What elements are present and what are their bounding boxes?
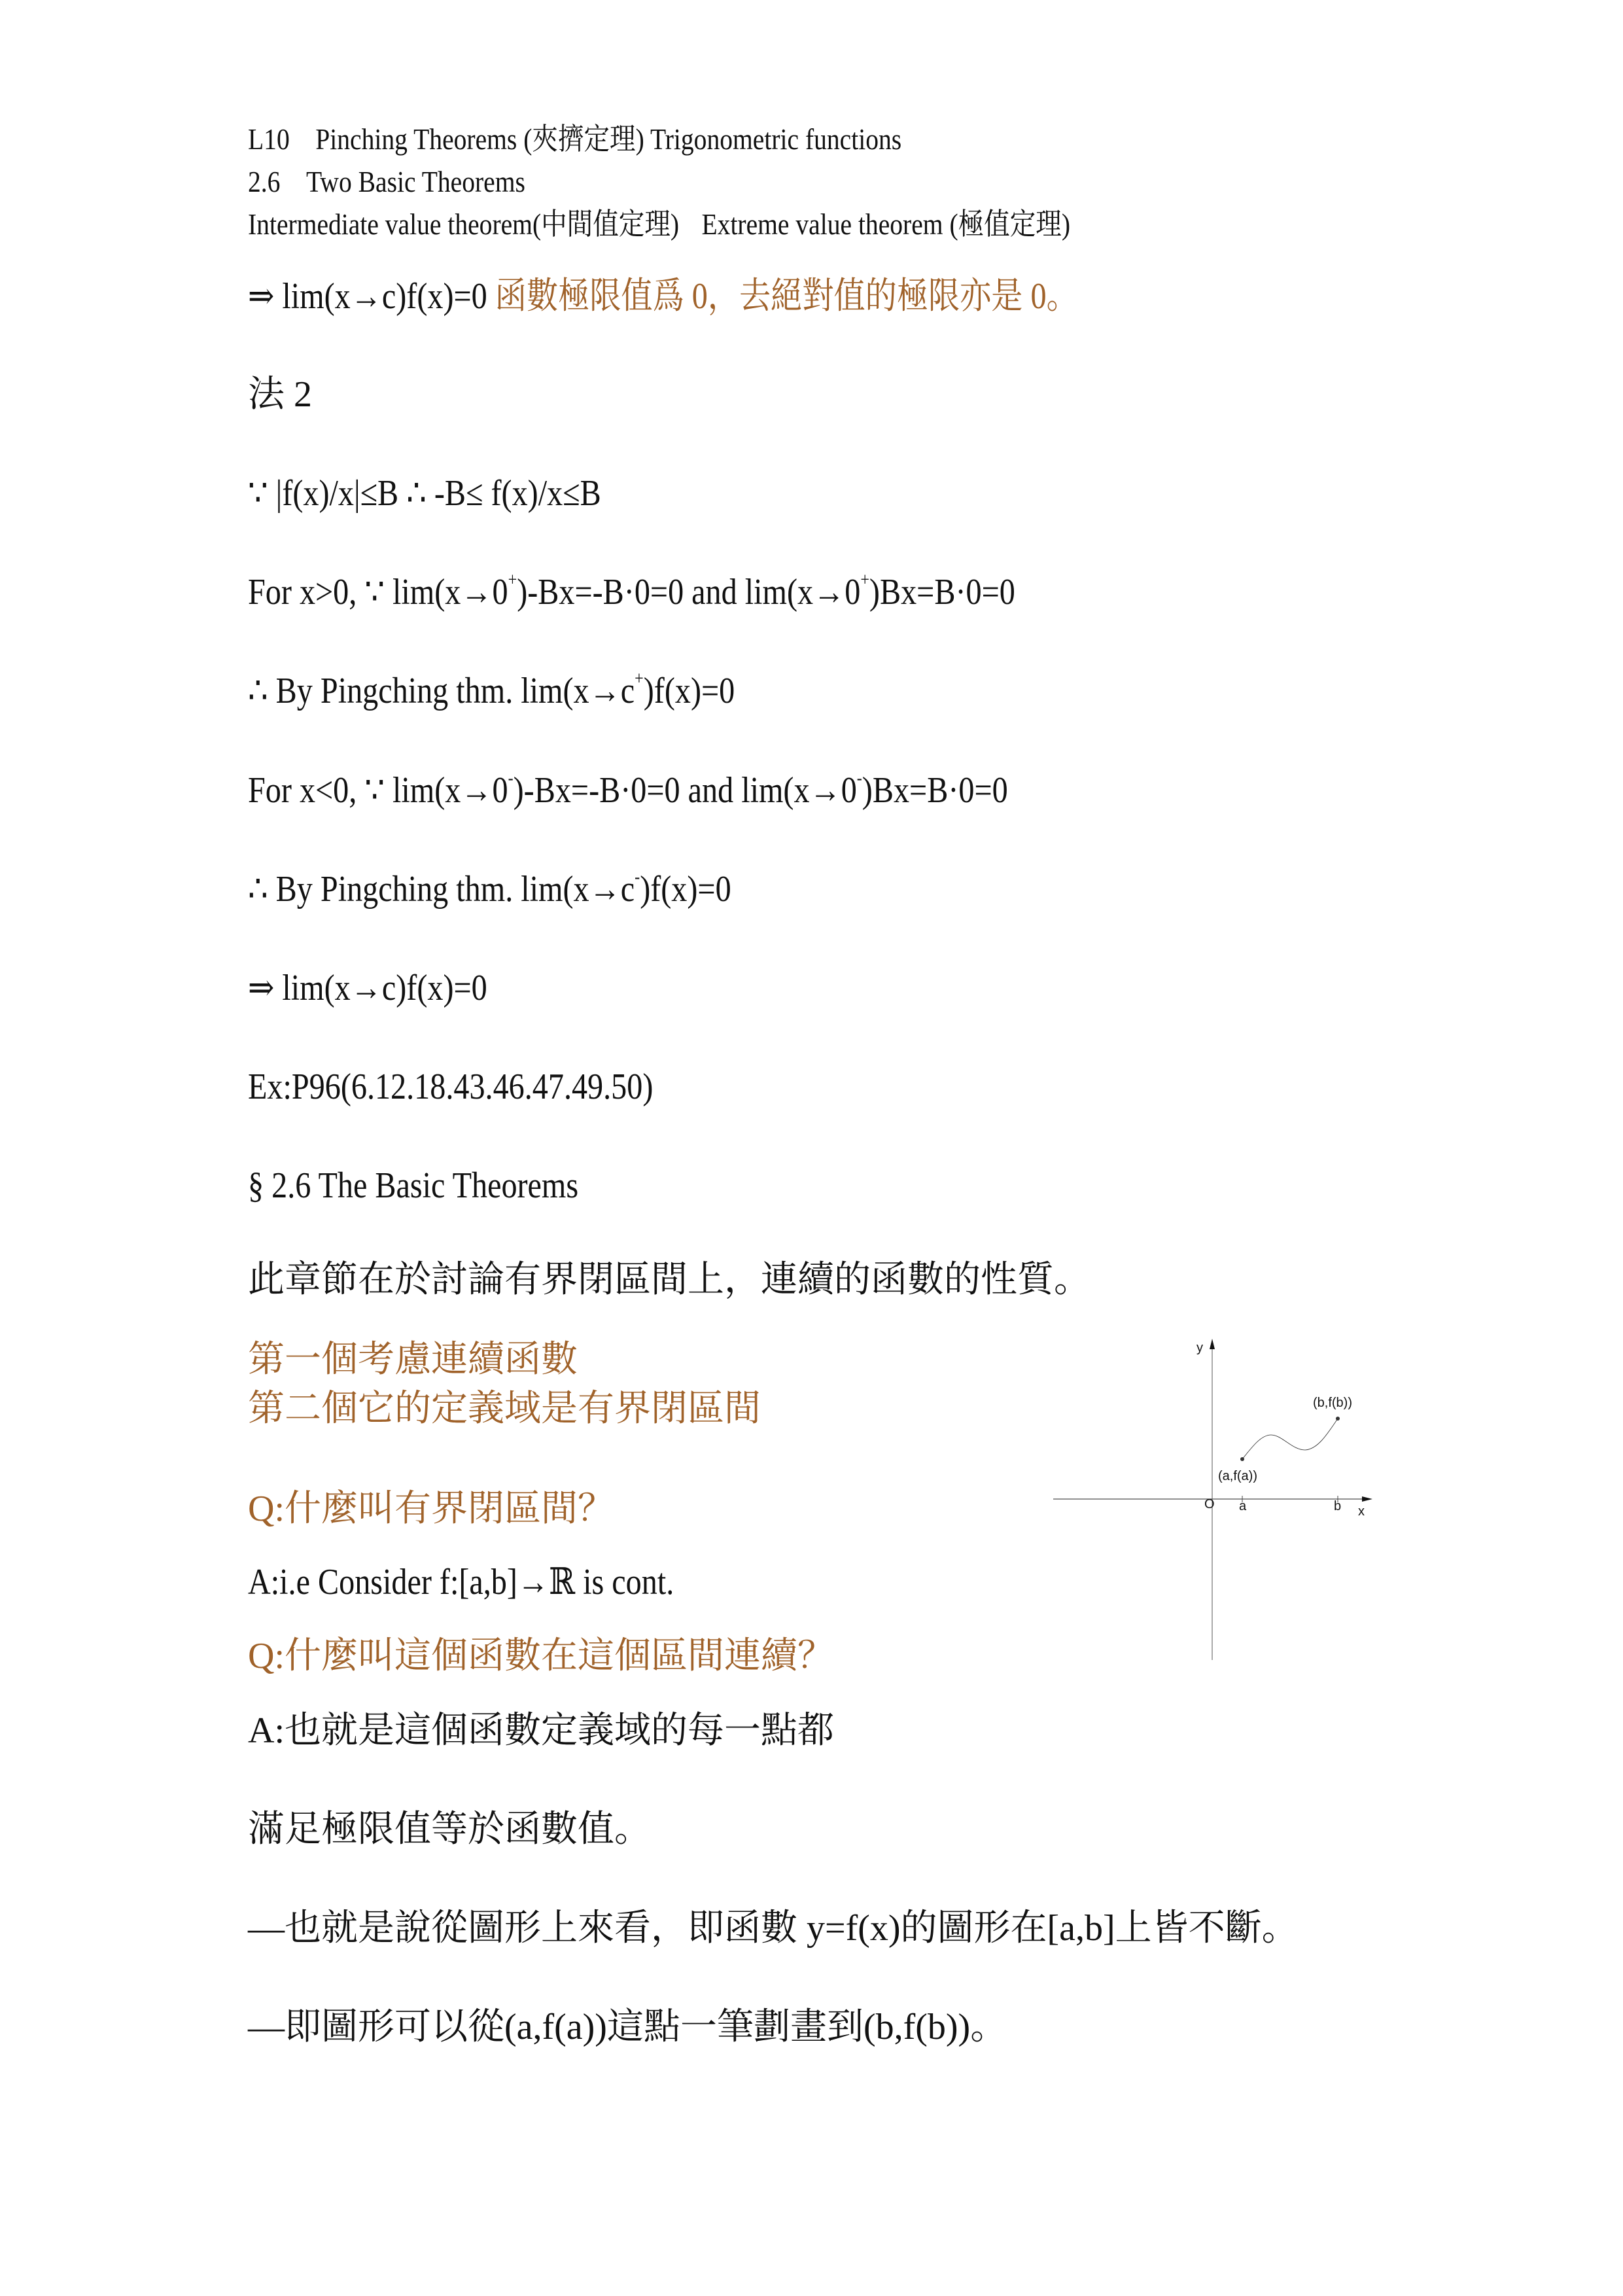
text-line xyxy=(248,278,1078,315)
text-segment: For x>0, ∵ lim(x→0 xyxy=(248,572,508,612)
text-line xyxy=(248,570,1015,612)
text-segment: Q:什麼叫有界閉區間？ xyxy=(248,1489,614,1529)
text-segment: )Bx=B·0=0 xyxy=(869,572,1015,612)
text-line xyxy=(248,1712,834,1749)
superscript: - xyxy=(635,867,640,887)
extreme-value-theorem: Extreme value theorem (極值定理) xyxy=(701,207,1071,241)
text-segment: ⇒ lim(x→c)f(x)=0 xyxy=(248,968,487,1008)
text-segment: ∴ By Pingching thm. lim(x→c xyxy=(248,869,635,910)
text-segment: § 2.6 The Basic Theorems xyxy=(248,1165,579,1206)
superscript: - xyxy=(508,768,514,788)
text-segment: ∴ By Pingching thm. lim(x→c xyxy=(248,671,635,711)
header-theorems xyxy=(248,209,1070,239)
text-line xyxy=(248,1564,674,1600)
text-segment: ∵ |f(x)/x|≤B ∴ -B≤ f(x)/x≤B xyxy=(248,473,601,514)
point-a xyxy=(1240,1457,1244,1461)
text-segment: —也就是說從圖形上來看，即函數 y=f(x)的圖形在[a,b]上皆不斷。 xyxy=(248,1908,1299,1949)
function-curve xyxy=(1242,1419,1338,1459)
superscript: - xyxy=(856,768,862,788)
text-line xyxy=(248,1910,1299,1947)
point-a-label: (a,f(a)) xyxy=(1218,1469,1257,1483)
text-segment: 函數極限值爲 0，去絕對值的極限亦是 0。 xyxy=(495,276,1078,317)
text-line xyxy=(248,867,731,910)
text-line xyxy=(248,475,601,512)
superscript: + xyxy=(860,570,869,590)
header-section: 2.6 Two Basic Theorems xyxy=(248,165,525,198)
a-label: a xyxy=(1239,1499,1247,1513)
text-line xyxy=(248,1069,653,1105)
text-line xyxy=(248,376,312,413)
point-b xyxy=(1336,1417,1340,1421)
text-line xyxy=(248,1341,578,1378)
text-segment: )-Bx=-B·0=0 and lim(x→0 xyxy=(517,572,861,612)
text-line xyxy=(248,1638,834,1674)
superscript: + xyxy=(635,669,644,689)
superscript: + xyxy=(508,570,517,590)
text-line xyxy=(248,1811,651,1848)
text-line xyxy=(248,2009,1007,2045)
text-segment: 滿足極限值等於函數值。 xyxy=(248,1809,651,1850)
intermediate-value-theorem: Intermediate value theorem(中間值定理) xyxy=(248,207,680,241)
text-segment: )Bx=B·0=0 xyxy=(862,770,1008,811)
text-segment: A:也就是這個函數定義域的每一點都 xyxy=(248,1710,834,1751)
text-segment: Q:什麼叫這個函數在這個區間連續？ xyxy=(248,1636,834,1676)
y-axis-label: y xyxy=(1196,1341,1203,1355)
origin-label: O xyxy=(1204,1497,1215,1511)
text-segment: )-Bx=-B·0=0 and lim(x→0 xyxy=(513,770,857,811)
text-segment: 第一個考慮連續函數 xyxy=(248,1339,578,1380)
text-segment: 此章節在於討論有界閉區間上，連續的函數的性質。 xyxy=(248,1260,1091,1300)
text-segment: A:i.e Consider f:[a,b]→ℝ is cont. xyxy=(248,1562,674,1602)
text-segment: 法 2 xyxy=(248,374,312,415)
y-axis-arrow-icon xyxy=(1210,1339,1215,1349)
text-line xyxy=(248,768,1008,811)
text-line xyxy=(248,1262,1091,1298)
point-b-label: (b,f(b)) xyxy=(1313,1396,1352,1410)
x-axis-arrow-icon xyxy=(1362,1496,1372,1502)
text-segment: )f(x)=0 xyxy=(643,671,735,711)
text-line xyxy=(248,669,735,711)
text-line xyxy=(248,1167,578,1204)
text-segment: ⇒ lim(x→c)f(x)=0 xyxy=(248,276,495,317)
continuous-function-graph xyxy=(968,1335,1478,1675)
text-line xyxy=(248,1491,614,1527)
header-title: L10 Pinching Theorems (夾擠定理) Trigonometric functions xyxy=(248,122,902,156)
text-segment: —即圖形可以從(a,f(a))這點一筆劃畫到(b,f(b))。 xyxy=(248,2007,1007,2047)
text-line xyxy=(248,970,487,1006)
b-label: b xyxy=(1334,1499,1342,1513)
text-segment: 第二個它的定義域是有界閉區間 xyxy=(248,1388,761,1429)
text-segment: Ex:P96(6.12.18.43.46.47.49.50) xyxy=(248,1067,654,1107)
text-line xyxy=(248,1390,761,1427)
text-segment: For x<0, ∵ lim(x→0 xyxy=(248,770,508,811)
x-axis-label: x xyxy=(1358,1504,1365,1519)
text-segment: )f(x)=0 xyxy=(640,869,731,910)
